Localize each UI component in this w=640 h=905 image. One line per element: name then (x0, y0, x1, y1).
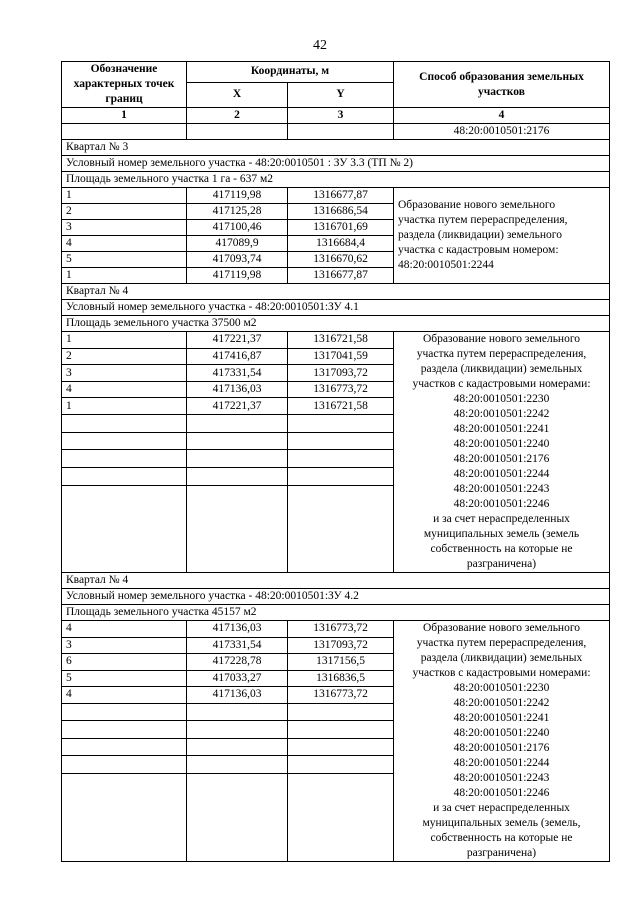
empty-cell (288, 738, 394, 756)
method-line: 48:20:0010501:2246 (453, 787, 550, 799)
empty-cell (288, 468, 394, 486)
method-line: и за счет нераспределенных (433, 802, 570, 814)
point-number: 5 (62, 252, 187, 268)
point-number: 3 (62, 365, 187, 382)
method-line: участка с кадастровым номером: (398, 244, 559, 256)
empty-cell (62, 756, 187, 774)
method-line: Образование нового земельного (422, 333, 581, 345)
section3-area: Площадь земельного участка 45157 м2 (62, 605, 610, 621)
section2-kvartal: Квартал № 4 (62, 284, 610, 300)
formation-method (394, 332, 610, 573)
table-row (62, 188, 610, 204)
coord-y: 1317093,72 (288, 365, 394, 382)
method-line: 48:20:0010501:2230 (453, 393, 550, 405)
method-line: 48:20:0010501:2246 (453, 498, 550, 510)
coord-x: 417119,98 (187, 188, 288, 204)
empty-cell (187, 485, 288, 572)
coord-y: 1316721,58 (288, 398, 394, 415)
empty-cell (62, 721, 187, 739)
method-line: 48:20:0010501:2240 (453, 727, 550, 739)
header-num-2: 2 (187, 108, 288, 124)
empty-cell (288, 703, 394, 721)
section1-kvartal: Квартал № 3 (62, 140, 610, 156)
point-number: 1 (62, 398, 187, 415)
formation-method (394, 188, 610, 284)
point-number: 6 (62, 654, 187, 671)
coord-x: 417228,78 (187, 654, 288, 671)
method-line: 48:20:0010501:2241 (453, 423, 550, 435)
empty-cell (187, 450, 288, 468)
empty-cell (187, 468, 288, 486)
coord-y: 1316677,87 (288, 268, 394, 284)
coord-x: 417221,37 (187, 398, 288, 415)
method-line: Образование нового земельного (398, 199, 556, 211)
method-line: собственность на которые не (430, 832, 573, 844)
coord-y: 1316773,72 (288, 687, 394, 704)
section3-plot: Условный номер земельного участка - 48:20:0010501:ЗУ 4.2 (62, 589, 610, 605)
header-num-3: 3 (288, 108, 394, 124)
empty-cell (187, 774, 288, 862)
coord-y: 1316773,72 (288, 621, 394, 638)
empty-cell (288, 432, 394, 450)
coord-y: 1316670,62 (288, 252, 394, 268)
point-number: 4 (62, 381, 187, 398)
coord-x: 417331,54 (187, 637, 288, 654)
section2-area: Площадь земельного участка 37500 м2 (62, 316, 610, 332)
method-line: 48:20:0010501:2241 (453, 712, 550, 724)
method-line: и за счет нераспределенных (433, 513, 570, 525)
method-line: раздела (ликвидации) земельного (398, 229, 562, 241)
empty-cell (187, 721, 288, 739)
method-line: 48:20:0010501:2244 (453, 468, 550, 480)
method-line: 48:20:0010501:2230 (453, 682, 550, 694)
header-points: Обозначение характерных точек границ (62, 62, 187, 108)
empty-cell (187, 703, 288, 721)
point-number: 5 (62, 670, 187, 687)
point-number: 1 (62, 332, 187, 349)
method-line: 48:20:0010501:2176 (453, 742, 550, 754)
page-number: 42 (313, 38, 327, 53)
header-num-1: 1 (62, 108, 187, 124)
header-x: X (187, 82, 288, 107)
method-line: 48:20:0010501:2244 (453, 757, 550, 769)
coord-x: 417416,87 (187, 348, 288, 365)
empty-cell (62, 485, 187, 572)
coord-y: 1316836,5 (288, 670, 394, 687)
point-number: 3 (62, 637, 187, 654)
empty-cell (288, 721, 394, 739)
coord-y: 1316684,4 (288, 236, 394, 252)
continuation-cadastral: 48:20:0010501:2176 (394, 124, 610, 140)
method-line: участка путем перераспределения, (416, 348, 587, 360)
coord-x: 417125,28 (187, 204, 288, 220)
section3-kvartal: Квартал № 4 (62, 573, 610, 589)
point-number: 1 (62, 268, 187, 284)
coord-y: 1316721,58 (288, 332, 394, 349)
method-line: Образование нового земельного (422, 622, 581, 634)
method-line: 48:20:0010501:2176 (453, 453, 550, 465)
coord-x: 417100,46 (187, 220, 288, 236)
method-line: 48:20:0010501:2244 (398, 259, 494, 271)
method-line: участка путем перераспределения, (398, 214, 568, 226)
empty-cell (62, 432, 187, 450)
table-row (62, 332, 610, 349)
empty-cell (187, 432, 288, 450)
empty-cell (187, 738, 288, 756)
coord-x: 417119,98 (187, 268, 288, 284)
coord-y: 1316773,72 (288, 381, 394, 398)
coord-y: 1317156,5 (288, 654, 394, 671)
coord-x: 417136,03 (187, 687, 288, 704)
coord-y: 1316686,54 (288, 204, 394, 220)
header-y: Y (288, 82, 394, 107)
empty-cell (288, 450, 394, 468)
method-line: разграничена) (466, 847, 537, 859)
point-number: 4 (62, 236, 187, 252)
empty-cell (187, 756, 288, 774)
method-line: разграничена) (466, 558, 537, 570)
method-line: 48:20:0010501:2240 (453, 438, 550, 450)
method-line: участков с кадастровыми номерами: (412, 378, 591, 390)
empty-cell (187, 415, 288, 433)
method-line: 48:20:0010501:2242 (453, 697, 550, 709)
coord-x: 417331,54 (187, 365, 288, 382)
empty-cell (62, 450, 187, 468)
section1-plot: Условный номер земельного участка - 48:20:0010501 : ЗУ 3.3 (ТП № 2) (62, 156, 610, 172)
empty-cell (62, 774, 187, 862)
method-line: собственность на которые не (430, 543, 573, 555)
point-number: 1 (62, 188, 187, 204)
method-line: раздела (ликвидации) земельных (420, 652, 583, 664)
coord-x: 417093,74 (187, 252, 288, 268)
coord-x: 417136,03 (187, 621, 288, 638)
empty-cell (62, 415, 187, 433)
coord-x: 417136,03 (187, 381, 288, 398)
table-row (62, 621, 610, 638)
header-num-4: 4 (394, 108, 610, 124)
method-line: 48:20:0010501:2242 (453, 408, 550, 420)
point-number: 4 (62, 687, 187, 704)
coord-x: 417221,37 (187, 332, 288, 349)
coord-y: 1316701,69 (288, 220, 394, 236)
method-line: 48:20:0010501:2243 (453, 772, 550, 784)
method-line: раздела (ликвидации) земельных (420, 363, 583, 375)
empty-cell (62, 703, 187, 721)
header-coordinates: Координаты, м (187, 62, 394, 83)
coord-y: 1316677,87 (288, 188, 394, 204)
coord-y: 1317041,59 (288, 348, 394, 365)
section2-plot: Условный номер земельного участка - 48:20:0010501:ЗУ 4.1 (62, 300, 610, 316)
coord-x: 417033,27 (187, 670, 288, 687)
header-method: Способ образования земельных участков (394, 62, 610, 108)
coordinates-table (61, 61, 610, 862)
section1-area: Площадь земельного участка 1 га - 637 м2 (62, 172, 610, 188)
method-line: муниципальных земель (земель (423, 528, 580, 540)
empty-cell (288, 415, 394, 433)
coord-x: 417089,9 (187, 236, 288, 252)
method-line: муниципальных земель (земель, (422, 817, 581, 829)
empty-cell (62, 468, 187, 486)
method-line: участков с кадастровыми номерами: (412, 667, 591, 679)
empty-cell (288, 485, 394, 572)
formation-method (394, 621, 610, 862)
point-number: 3 (62, 220, 187, 236)
method-line: 48:20:0010501:2243 (453, 483, 550, 495)
coord-y: 1317093,72 (288, 637, 394, 654)
point-number: 4 (62, 621, 187, 638)
point-number: 2 (62, 348, 187, 365)
method-line: участка путем перераспределения, (416, 637, 587, 649)
empty-cell (62, 738, 187, 756)
empty-cell (288, 756, 394, 774)
empty-cell (288, 774, 394, 862)
point-number: 2 (62, 204, 187, 220)
